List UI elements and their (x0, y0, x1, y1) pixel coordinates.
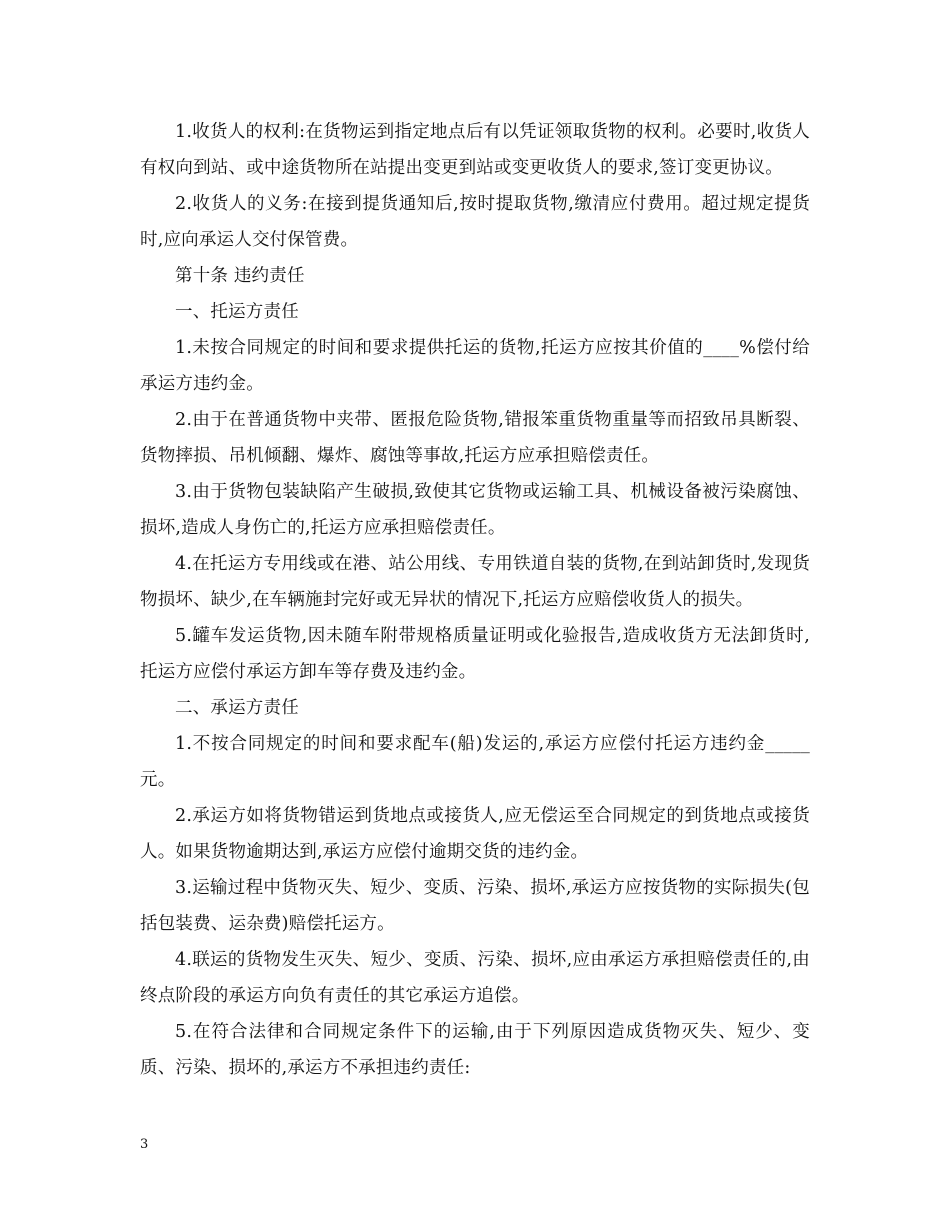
paragraph-consignee-obligations: 2.收货人的义务:在接到提货通知后,按时提取货物,缴清应付费用。超过规定提货时,应向承运人交付保管费。 (140, 194, 810, 250)
document-body (140, 114, 810, 1086)
carrier-liability-item-4: 4.联运的货物发生灭失、短少、变质、污染、损坏,应由承运方承担赔偿责任的,由终点阶段的承运方向负有责任的其它承运方追偿。 (140, 950, 810, 1006)
shipper-liability-item-4: 4.在托运方专用线或在港、站公用线、专用铁道自装的货物,在到站卸货时,发现货物损坏、缺少,在车辆施封完好或无异状的情况下,托运方应赔偿收货人的损失。 (140, 554, 810, 610)
shipper-liability-item-2: 2.由于在普通货物中夹带、匿报危险货物,错报笨重货物重量等而招致吊具断裂、货物摔损、吊机倾翻、爆炸、腐蚀等事故,托运方应承担赔偿责任。 (140, 410, 810, 466)
carrier-liability-item-2: 2.承运方如将货物错运到货地点或接货人,应无偿运至合同规定的到货地点或接货人。如果货物逾期达到,承运方应偿付逾期交货的违约金。 (140, 806, 810, 862)
carrier-liability-item-1: 1.不按合同规定的时间和要求配车(船)发运的,承运方应偿付托运方违约金_____元。 (140, 734, 810, 790)
section-shipper-liability-heading: 一、托运方责任 (175, 302, 299, 322)
paragraph-consignee-rights: 1.收货人的权利:在货物运到指定地点后有以凭证领取货物的权利。必要时,收货人有权向到站、或中途货物所在站提出变更到站或变更收货人的要求,签订变更协议。 (140, 122, 810, 178)
shipper-liability-item-5: 5.罐车发运货物,因未随车附带规格质量证明或化验报告,造成收货方无法卸货时,托运方应偿付承运方卸车等存费及违约金。 (140, 626, 810, 682)
page-number: 3 (140, 1137, 149, 1152)
section-carrier-liability-heading: 二、承运方责任 (175, 698, 299, 718)
shipper-liability-item-1: 1.未按合同规定的时间和要求提供托运的货物,托运方应按其价值的____%偿付给承运方违约金。 (140, 338, 810, 394)
shipper-liability-item-3: 3.由于货物包装缺陷产生破损,致使其它货物或运输工具、机械设备被污染腐蚀、损坏,造成人身伤亡的,托运方应承担赔偿责任。 (140, 482, 810, 538)
article-ten-heading: 第十条 违约责任 (175, 266, 305, 286)
carrier-liability-item-3: 3.运输过程中货物灭失、短少、变质、污染、损坏,承运方应按货物的实际损失(包括包装费、运杂费)赔偿托运方。 (140, 878, 810, 934)
carrier-liability-item-5: 5.在符合法律和合同规定条件下的运输,由于下列原因造成货物灭失、短少、变质、污染、损坏的,承运方不承担违约责任: (140, 1022, 810, 1078)
